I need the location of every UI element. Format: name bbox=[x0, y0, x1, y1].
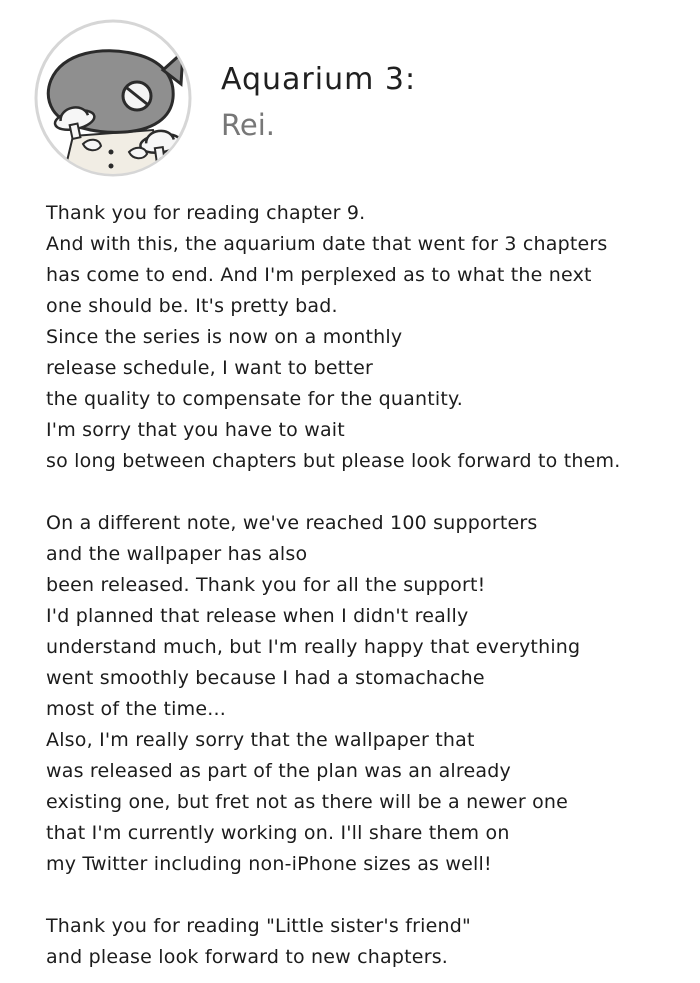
afterword-text bbox=[46, 198, 686, 973]
paragraph-spacer bbox=[46, 880, 686, 911]
text-line: the quality to compensate for the quantity. bbox=[46, 388, 463, 410]
text-line: so long between chapters but please look forward to them. bbox=[46, 450, 621, 472]
text-line: Thank you for reading chapter 9. bbox=[46, 202, 366, 224]
text-line: been released. Thank you for all the support! bbox=[46, 574, 486, 596]
text-line: one should be. It's pretty bad. bbox=[46, 295, 338, 317]
page-subtitle: Rei. bbox=[221, 108, 275, 142]
text-line: And with this, the aquarium date that went for 3 chapters bbox=[46, 233, 608, 255]
author-avatar bbox=[33, 18, 193, 178]
text-line: that I'm currently working on. I'll share them on bbox=[46, 822, 510, 844]
text-line: understand much, but I'm really happy that everything bbox=[46, 636, 581, 658]
chapter-heading bbox=[221, 62, 416, 142]
text-line: my Twitter including non-iPhone sizes as well! bbox=[46, 853, 492, 875]
text-line: On a different note, we've reached 100 supporters bbox=[46, 512, 538, 534]
text-line: Thank you for reading "Little sister's friend" bbox=[46, 915, 471, 937]
paragraph-3 bbox=[46, 911, 686, 973]
text-line: was released as part of the plan was an already bbox=[46, 760, 511, 782]
author-mascot-icon bbox=[33, 18, 193, 178]
text-line: went smoothly because I had a stomachache bbox=[46, 667, 485, 689]
text-line: release schedule, I want to better bbox=[46, 357, 373, 379]
text-line: existing one, but fret not as there will be a newer one bbox=[46, 791, 569, 813]
text-line: I'm sorry that you have to wait bbox=[46, 419, 345, 441]
paragraph-2 bbox=[46, 508, 686, 880]
page-title: Aquarium 3: bbox=[221, 62, 417, 97]
text-line: most of the time... bbox=[46, 698, 226, 720]
text-line: Also, I'm really sorry that the wallpaper that bbox=[46, 729, 475, 751]
paragraph-1 bbox=[46, 198, 686, 477]
paragraph-spacer bbox=[46, 477, 686, 508]
text-line: Since the series is now on a monthly bbox=[46, 326, 403, 348]
text-line: has come to end. And I'm perplexed as to what the next bbox=[46, 264, 592, 286]
text-line: I'd planned that release when I didn't really bbox=[46, 605, 469, 627]
text-line: and the wallpaper has also bbox=[46, 543, 308, 565]
text-line: and please look forward to new chapters. bbox=[46, 946, 449, 968]
